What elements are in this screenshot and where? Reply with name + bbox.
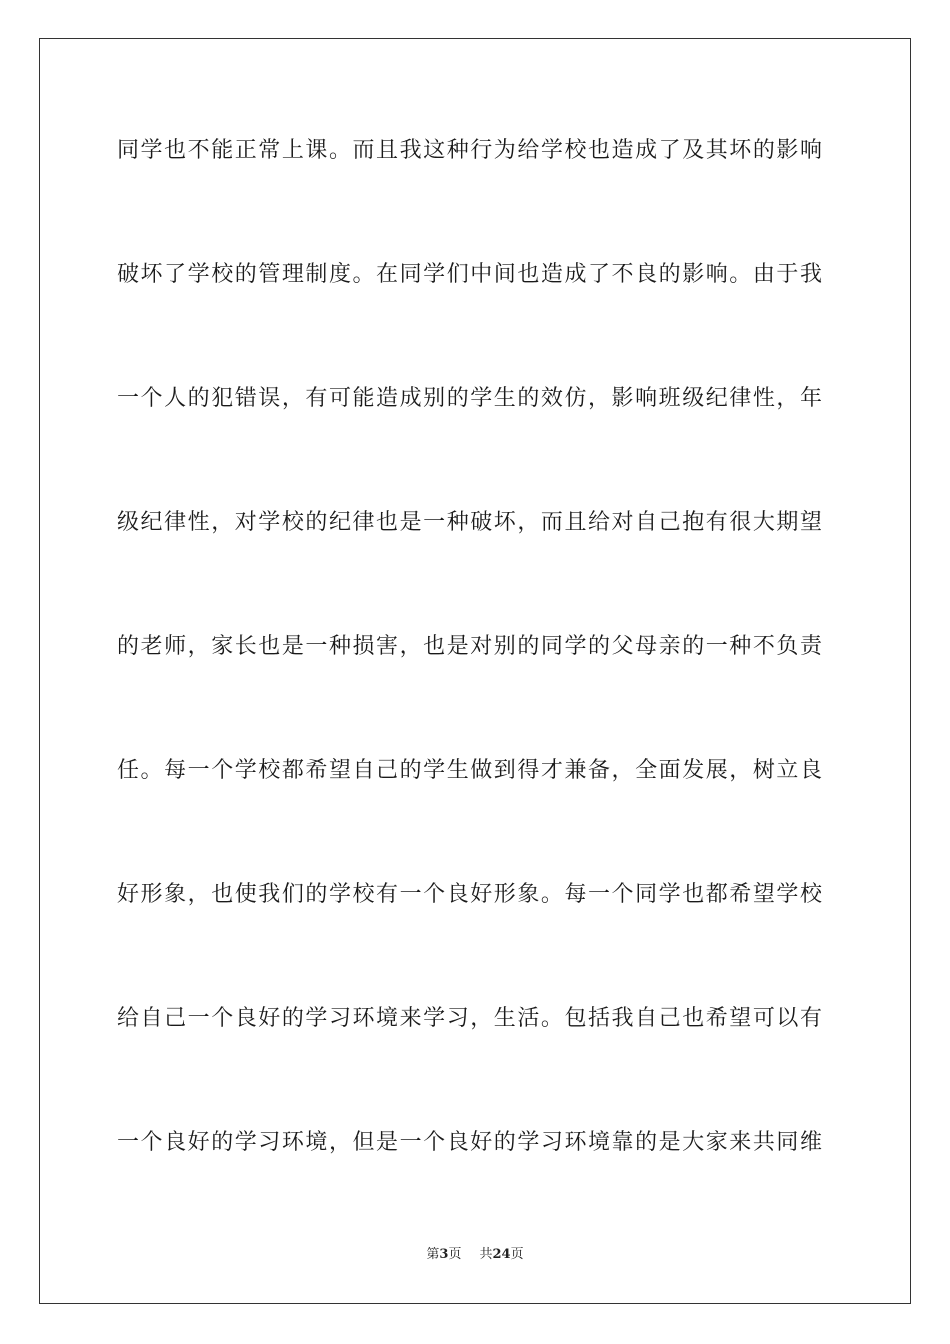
total-pages: 共24页 — [479, 1247, 524, 1262]
page-border — [39, 38, 911, 1304]
text-line: 任。每一个学校都希望自己的学生做到得才兼备，全面发展，树立良 — [117, 758, 824, 783]
text-line: 一个良好的学习环境，但是一个良好的学习环境靠的是大家来共同维 — [117, 1130, 824, 1155]
page-footer — [0, 1246, 950, 1264]
text-line: 的老师，家长也是一种损害，也是对别的同学的父母亲的一种不负责 — [117, 634, 824, 659]
text-line: 级纪律性，对学校的纪律也是一种破坏，而且给对自己抱有很大期望 — [117, 510, 824, 535]
total-pages-number: 24 — [492, 1247, 511, 1262]
text-line: 破坏了学校的管理制度。在同学们中间也造成了不良的影响。由于我 — [117, 262, 824, 287]
page-number: 第3页 — [426, 1247, 462, 1262]
text-line: 好形象，也使我们的学校有一个良好形象。每一个同学也都希望学校 — [117, 882, 824, 907]
text-line: 一个人的犯错误，有可能造成别的学生的效仿，影响班级纪律性，年 — [117, 386, 824, 411]
current-page-number: 3 — [439, 1247, 449, 1262]
text-line: 给自己一个良好的学习环境来学习，生活。包括我自己也希望可以有 — [117, 1006, 824, 1031]
text-line: 同学也不能正常上课。而且我这种行为给学校也造成了及其坏的影响 — [117, 138, 824, 163]
